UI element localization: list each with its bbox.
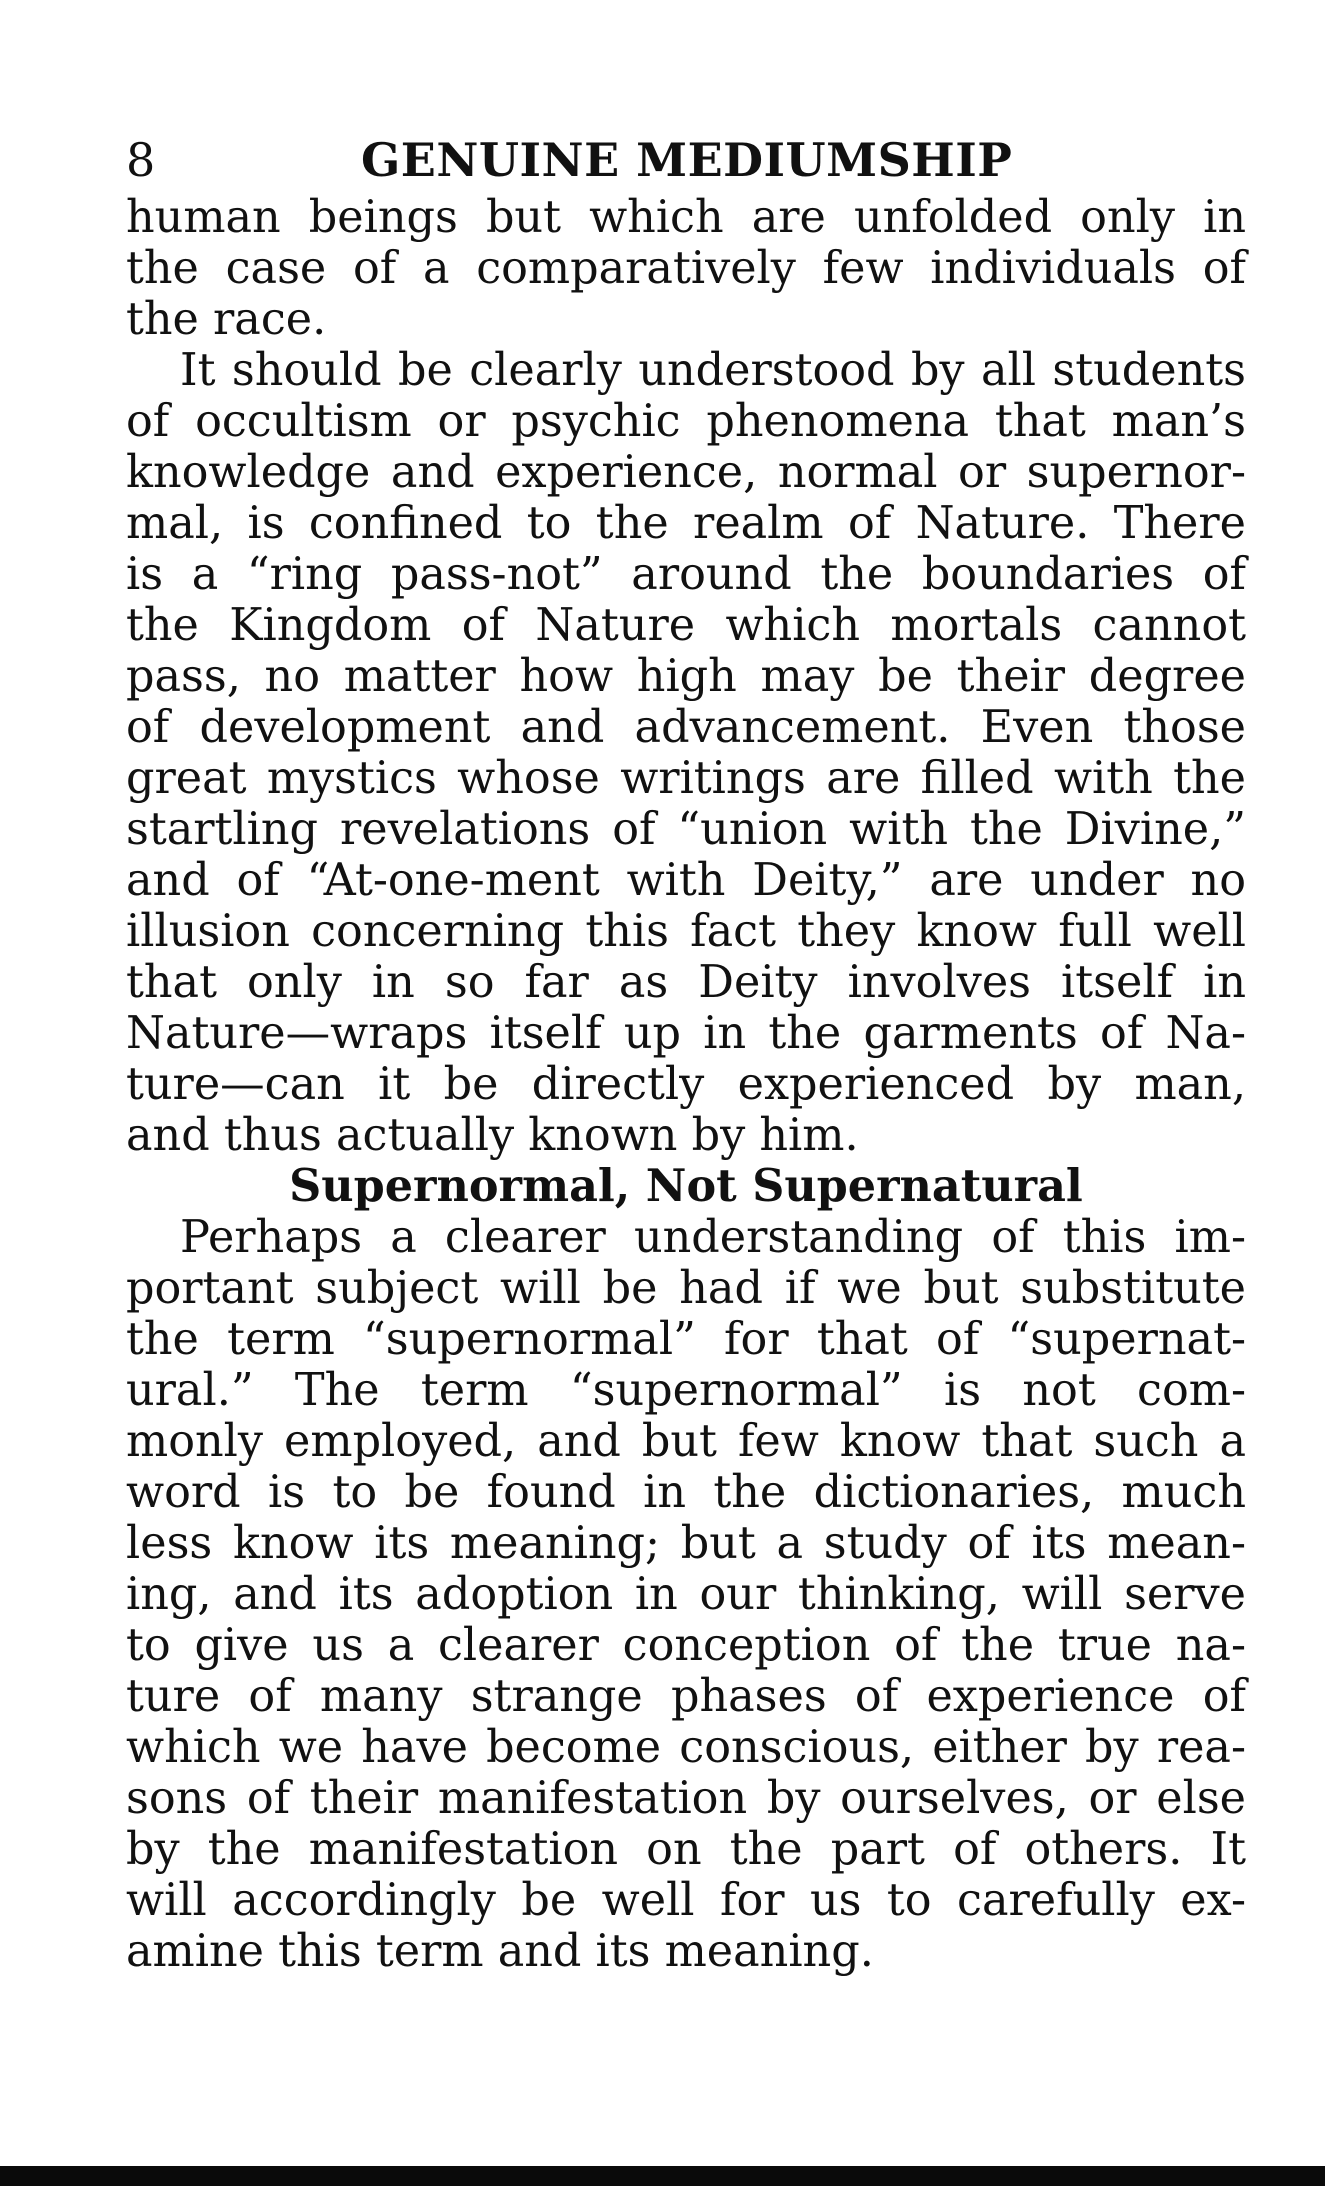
text-line: by the manifestation on the part of others. It xyxy=(126,1824,1246,1875)
text-line: It should be clearly understood by all students xyxy=(180,345,1246,396)
text-line: the race. xyxy=(126,294,327,345)
paragraph-3 xyxy=(126,1161,1246,1977)
text-line: will accordingly be well for us to carefully ex- xyxy=(126,1875,1246,1926)
text-line: the term “supernormal” for that of “supernat- xyxy=(126,1314,1246,1365)
text-line: that only in so far as Deity involves itself in xyxy=(126,957,1246,1008)
section-heading: Supernormal, Not Supernatural xyxy=(289,1160,1083,1212)
running-title: GENUINE MEDIUMSHIP xyxy=(361,133,1013,187)
scan-bottom-edge xyxy=(0,2166,1325,2186)
text-line: to give us a clearer conception of the true na- xyxy=(126,1620,1246,1671)
text-line: sons of their manifestation by ourselves, or else xyxy=(126,1773,1246,1824)
book-page xyxy=(126,128,1246,1977)
running-head xyxy=(126,128,1246,192)
text-line: ural.” The term “supernormal” is not com- xyxy=(126,1365,1246,1416)
text-line: and of “At-one-ment with Deity,” are under no xyxy=(126,855,1246,906)
text-line: word is to be found in the dictionaries, much xyxy=(126,1467,1246,1518)
text-line: Nature—wraps itself up in the garments of Na- xyxy=(126,1008,1246,1059)
text-line: ture of many strange phases of experience of xyxy=(126,1671,1246,1722)
text-line: pass, no matter how high may be their degree xyxy=(126,651,1246,702)
text-line: Perhaps a clearer understanding of this im- xyxy=(180,1212,1246,1263)
text-line: of development and advancement. Even those xyxy=(126,702,1246,753)
text-line: illusion concerning this fact they know full well xyxy=(126,906,1246,957)
text-line: ing, and its adoption in our thinking, will serve xyxy=(126,1569,1246,1620)
text-line: less know its meaning; but a study of its mean- xyxy=(126,1518,1246,1569)
text-line: the Kingdom of Nature which mortals cannot xyxy=(126,600,1246,651)
text-line: great mystics whose writings are filled with the xyxy=(126,753,1246,804)
text-line: monly employed, and but few know that such a xyxy=(126,1416,1246,1467)
text-line: is a “ring pass-not” around the boundaries of xyxy=(126,549,1246,600)
paragraph-1 xyxy=(126,192,1246,345)
text-line: of occultism or psychic phenomena that man’s xyxy=(126,396,1246,447)
text-line: portant subject will be had if we but substitute xyxy=(126,1263,1246,1314)
text-line: ture—can it be directly experienced by man, xyxy=(126,1059,1246,1110)
text-line: the case of a comparatively few individuals of xyxy=(126,243,1246,294)
page-number: 8 xyxy=(126,133,156,187)
text-line: and thus actually known by him. xyxy=(126,1110,859,1161)
text-line: knowledge and experience, normal or supernor- xyxy=(126,447,1246,498)
text-line: startling revelations of “union with the Divine,” xyxy=(126,804,1246,855)
text-line: mal, is confined to the realm of Nature. There xyxy=(126,498,1246,549)
text-line: human beings but which are unfolded only in xyxy=(126,192,1246,243)
text-line: amine this term and its meaning. xyxy=(126,1926,874,1977)
paragraph-2 xyxy=(126,345,1246,1161)
text-line: which we have become conscious, either by rea- xyxy=(126,1722,1246,1773)
